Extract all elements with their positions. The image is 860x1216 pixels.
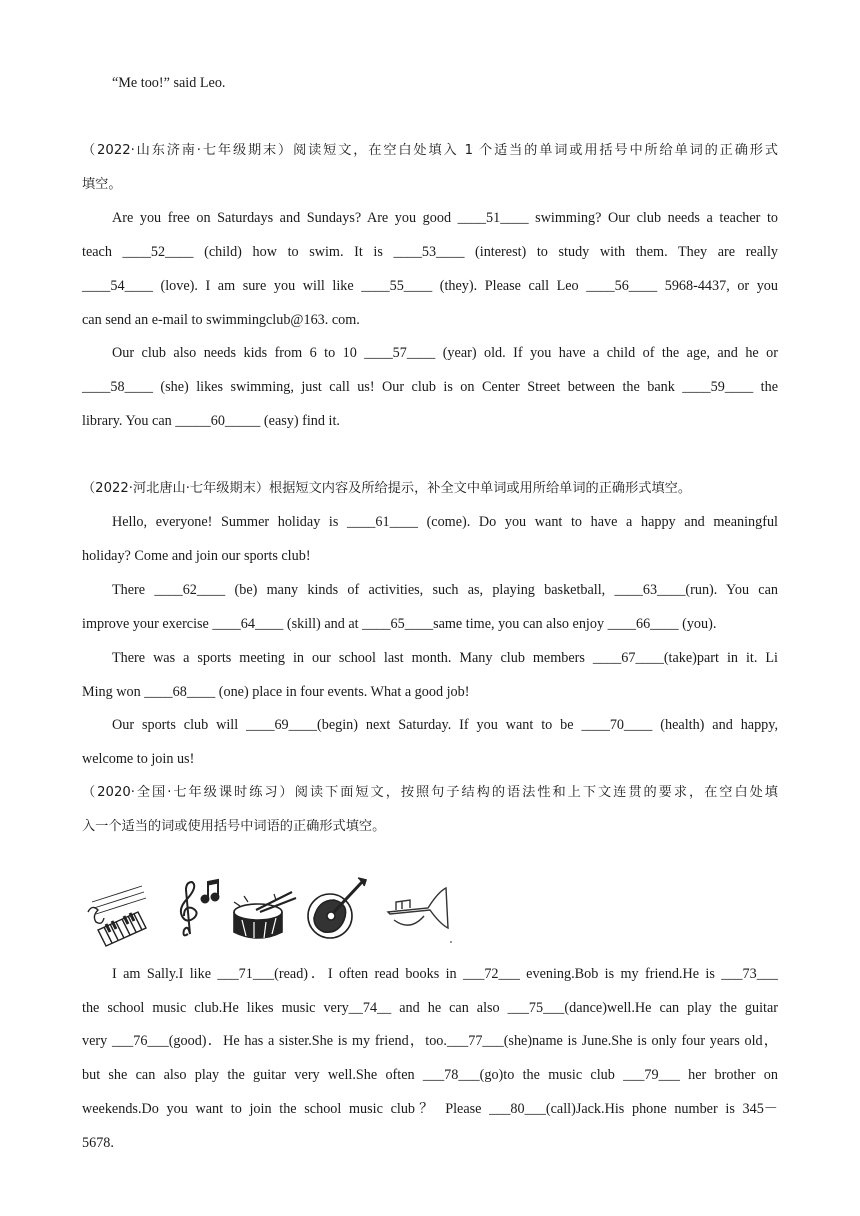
passage2-line-2: holiday? Come and join our sports club! [82,548,311,564]
passage1-instruction-line-1: （2022·山东济南·七年级期末）阅读短文，在空白处填入 1 个适当的单词或用括号中所给单词的正确形式 [82,143,778,158]
passage1-line-5: Our club also needs kids from 6 to 10 ____57____ (year) old. If you have a child of the age, and he or [112,345,778,361]
trumpet-icon [388,888,452,942]
passage3-line-4: but she can also play the guitar very well.She often ___78___(go)to the music club ___79___ her brother on [82,1067,778,1083]
passage2-line-1: Hello, everyone! Summer holiday is ____61____ (come). Do you want to have a happy and meaningful [112,514,778,530]
passage2-line-3: There ____62____ (be) many kinds of activities, such as, playing basketball, ____63____(run). You can [112,582,778,598]
passage2-line-5: There was a sports meeting in our school last month. Many club members ____67____(take)part in it. Li [112,650,778,666]
passage1-line-3: ____54____ (love). I am sure you will like ____55____ (they). Please call Leo ____56____ 5968-4437, or you [82,278,778,294]
passage2-line-8: welcome to join us! [82,751,195,767]
passage1-line-4: can send an e-mail to swimmingclub@163. com. [82,312,360,328]
passage1-line-6: ____58____ (she) likes swimming, just call us! Our club is on Center Street between the bank ____59____ the [82,379,778,395]
passage2-line-6: Ming won ____68____ (one) place in four events. What a good job! [82,684,470,700]
opening-line: “Me too!” said Leo. [112,75,226,91]
passage3-line-5: weekends.Do you want to join the school music club？ Please ___80___(call)Jack.His phone number is 345－ [82,1101,778,1117]
passage3-line-6: 5678. [82,1135,114,1151]
passage3-line-2: the school music club.He likes music very__74__ and he can also ___75___(dance)well.He can play the guitar [82,1000,778,1016]
passage3-line-3: very ___76___(good)．He has a sister.She is my friend，too.___77___(she)name is June.She is only four years old， [82,1033,778,1049]
drum-icon [234,892,296,938]
passage1-line-2: teach ____52____ (child) how to swim. It is ____53____ (interest) to study with them. They are really [82,244,778,260]
passage2-instruction-line-1: （2022·河北唐山·七年级期末）根据短文内容及所给提示，补全文中单词或用所给单词的正确形式填空。 [82,481,692,496]
passage1-line-7: library. You can _____60_____ (easy) find it. [82,413,340,429]
passage2-line-7: Our sports club will ____69____(begin) next Saturday. If you want to be ____70____ (health) and happy, [112,717,778,733]
passage1-line-1: Are you free on Saturdays and Sundays? Are you good ____51____ swimming? Our club needs a teacher to [112,210,778,226]
guitar-icon [308,878,366,938]
piano-keyboard-icon [88,886,146,946]
music-instruments-illustration [84,872,464,948]
music-notes-icon [181,880,219,935]
passage2-line-4: improve your exercise ____64____ (skill) and at ____65____same time, you can also enjoy ____66____ (you). [82,616,717,632]
passage1-instruction-line-2: 填空。 [82,177,122,192]
passage3-instruction-line-2: 入一个适当的词或使用括号中词语的正确形式填空。 [82,819,386,834]
passage3-line-1: I am Sally.I like ___71___(read)．I often read books in ___72___ evening.Bob is my friend.He is ___73___ [112,966,778,982]
passage3-instruction-line-1: （2020·全国·七年级课时练习）阅读下面短文，按照句子结构的语法性和上下文连贯的要求，在空白处填 [82,785,778,800]
